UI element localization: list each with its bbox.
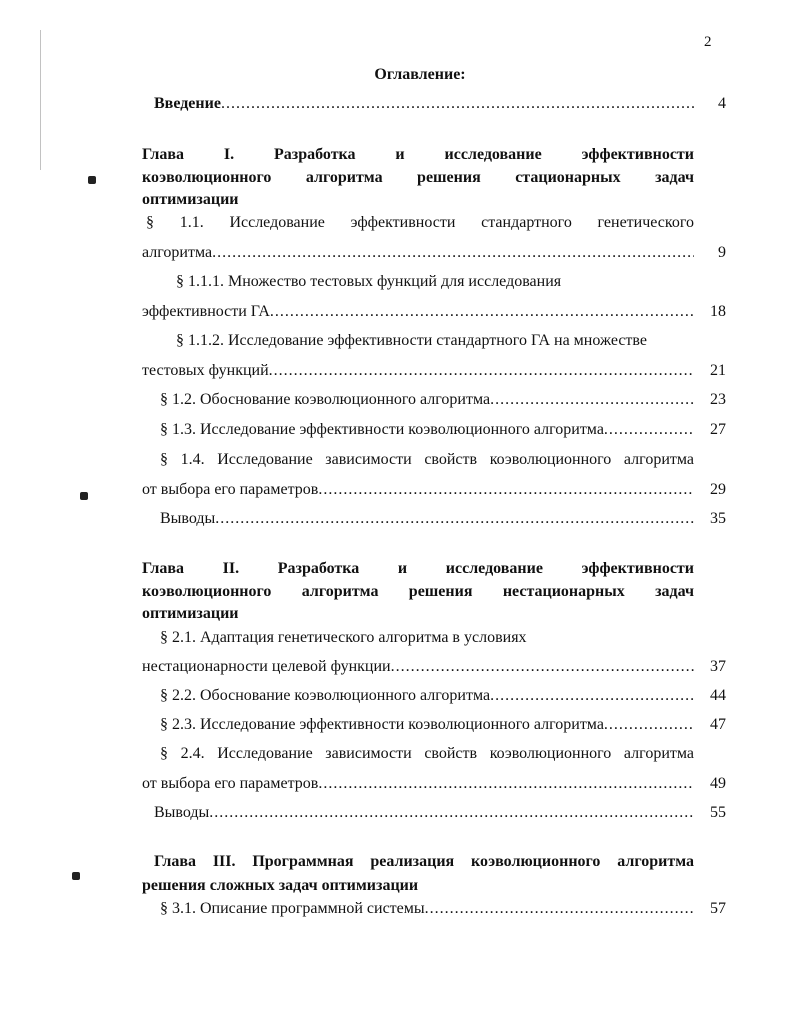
toc-page-number: 23 — [710, 391, 726, 408]
chapter-heading: решения сложных задач оптимизации — [142, 877, 419, 894]
toc-entry-1-1-2[interactable] — [142, 361, 694, 381]
leader-dots — [425, 899, 694, 919]
toc-entry-label: Введение — [154, 95, 221, 112]
toc-entry-label: § 1.3. Исследование эффективности коэволюционного алгоритма — [160, 421, 604, 438]
chapter-heading: оптимизации — [142, 605, 239, 622]
leader-dots — [604, 420, 694, 440]
toc-entry-label: § 2.4. Исследование зависимости свойств коэволюционного алгоритма — [160, 745, 694, 762]
toc-entry-label: Выводы — [154, 804, 210, 821]
toc-entry-1-1[interactable] — [142, 243, 694, 263]
toc-entry-1-4[interactable] — [142, 480, 694, 500]
leader-dots — [490, 390, 694, 410]
toc-entry-label: § 1.1.2. Исследование эффективности стандартного ГА на множестве — [176, 332, 647, 349]
leader-dots — [318, 774, 694, 794]
toc-entry-label: § 1.2. Обоснование коэволюционного алгоритма — [160, 391, 491, 408]
toc-page-number: 9 — [718, 244, 726, 261]
chapter-heading: Глава I. Разработка и исследование эффективности — [142, 146, 694, 163]
toc-entry-1-1-1[interactable] — [142, 302, 694, 322]
toc-entry-label: алгоритма — [142, 244, 213, 261]
leader-dots — [209, 803, 694, 823]
toc-page-number: 47 — [710, 716, 726, 733]
margin-mark — [72, 872, 80, 880]
toc-entry-1-2[interactable] — [160, 390, 694, 410]
toc-page-number: 55 — [710, 804, 726, 821]
toc-entry-conclusions-1[interactable] — [160, 509, 694, 529]
toc-title: Оглавление: — [374, 66, 466, 83]
toc-page-number: 4 — [718, 95, 726, 112]
toc-entry-label: § 1.1.1. Множество тестовых функций для исследования — [176, 273, 562, 290]
chapter-heading: оптимизации — [142, 191, 239, 208]
toc-page-number: 49 — [710, 775, 726, 792]
margin-mark — [88, 176, 96, 184]
leader-dots — [215, 509, 694, 529]
toc-entry-label: тестовых функций — [142, 362, 269, 379]
toc-page-number: 27 — [710, 421, 726, 438]
toc-entry-label: Выводы — [160, 510, 216, 527]
chapter-heading: коэволюционного алгоритма решения стационарных задач — [142, 169, 694, 186]
toc-entry-label: § 2.2. Обоснование коэволюционного алгоритма — [160, 687, 491, 704]
chapter-heading: коэволюционного алгоритма решения нестационарных задач — [142, 583, 694, 600]
leader-dots — [490, 686, 694, 706]
toc-entry-intro[interactable] — [154, 94, 694, 114]
leader-dots — [270, 302, 694, 322]
toc-entry-2-4[interactable] — [142, 774, 694, 794]
toc-entry-label: нестационарности целевой функции — [142, 658, 391, 675]
page-number: 2 — [704, 34, 712, 50]
leader-dots — [318, 480, 694, 500]
toc-page-number: 18 — [710, 303, 726, 320]
leader-dots — [212, 243, 694, 263]
leader-dots — [221, 94, 694, 114]
toc-entry-2-2[interactable] — [160, 686, 694, 706]
toc-page-number: 29 — [710, 481, 726, 498]
toc-page-number: 57 — [710, 900, 726, 917]
toc-entry-label: § 2.1. Адаптация генетического алгоритма в условиях — [160, 629, 527, 646]
toc-entry-label: § 2.3. Исследование эффективности коэволюционного алгоритма — [160, 716, 604, 733]
toc-page-number: 21 — [710, 362, 726, 379]
toc-entry-2-3[interactable] — [160, 715, 694, 735]
toc-entry-conclusions-2[interactable] — [154, 803, 694, 823]
toc-page-number: 44 — [710, 687, 726, 704]
toc-page-number: 37 — [710, 658, 726, 675]
toc-entry-3-1[interactable] — [160, 899, 694, 919]
toc-entry-label: § 1.1. Исследование эффективности стандартного генетического — [146, 214, 694, 231]
leader-dots — [391, 657, 694, 677]
toc-entry-2-1[interactable] — [142, 657, 694, 677]
chapter-heading: Глава II. Разработка и исследование эффективности — [142, 560, 694, 577]
scan-artifact — [40, 30, 41, 170]
margin-mark — [80, 492, 88, 500]
leader-dots — [269, 361, 694, 381]
toc-entry-label: § 3.1. Описание программной системы — [160, 900, 425, 917]
toc-entry-label: эффективности ГА — [142, 303, 270, 320]
toc-entry-1-3[interactable] — [160, 420, 694, 440]
toc-page-number: 35 — [710, 510, 726, 527]
toc-entry-label: от выбора его параметров — [142, 481, 319, 498]
leader-dots — [604, 715, 694, 735]
toc-entry-label: § 1.4. Исследование зависимости свойств коэволюционного алгоритма — [160, 451, 694, 468]
chapter-heading: Глава III. Программная реализация коэволюционного алгоритма — [154, 853, 694, 870]
toc-entry-label: от выбора его параметров — [142, 775, 319, 792]
